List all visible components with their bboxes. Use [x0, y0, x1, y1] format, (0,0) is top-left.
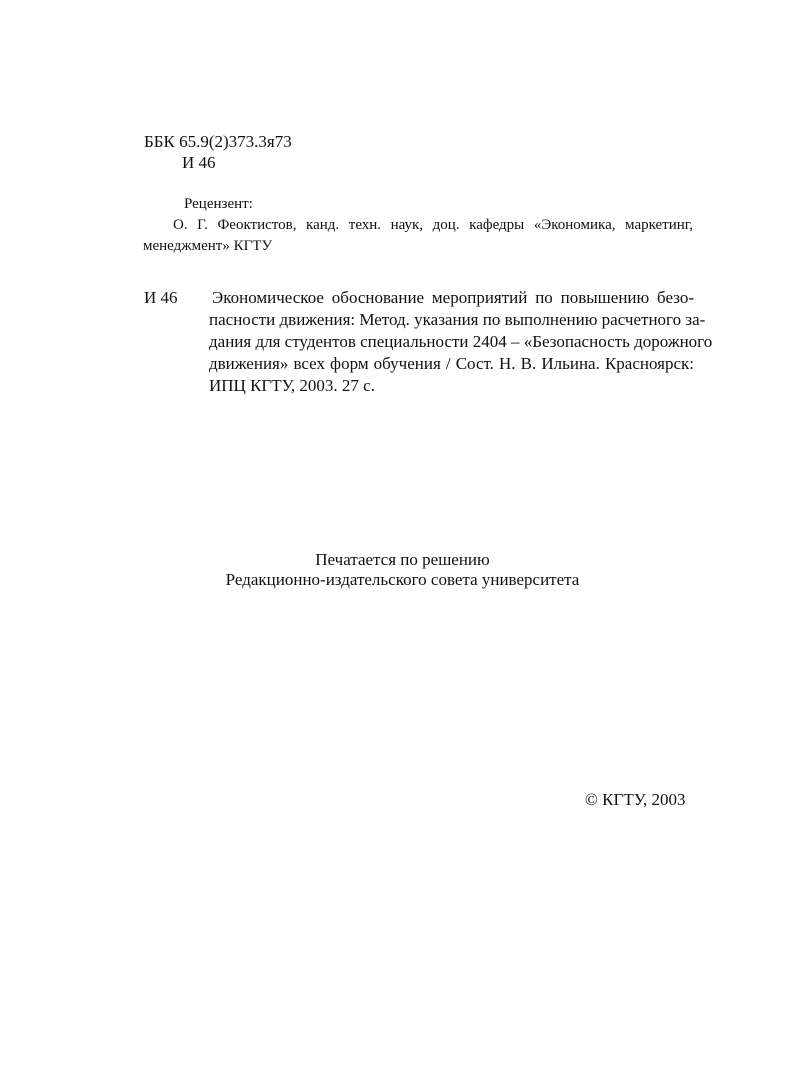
approval-note: Печатается по решению [315, 550, 490, 569]
reviewer-label: Рецензент: [184, 196, 253, 212]
author-mark: И 46 [182, 153, 216, 172]
approval-note: Редакционно-издательского совета университета [225, 570, 580, 589]
abstract-line: движения» всех форм обучения / Сост. Н. В. Ильина. Красноярск: [209, 354, 694, 373]
reviewer-line: менеджмент» КГТУ [143, 238, 273, 254]
copyright: © КГТУ, 2003 [585, 790, 686, 809]
abstract-line: дания для студентов специальности 2404 – «Безопасность дорожного [209, 332, 713, 351]
bbk-code: ББК 65.9(2)373.3я73 [144, 132, 292, 151]
abstract-line: Экономическое обоснование мероприятий по повышению безо- [212, 288, 694, 307]
abstract-line: пасности движения: Метод. указания по выполнению расчетного за- [209, 310, 706, 329]
abstract-line: ИПЦ КГТУ, 2003. 27 с. [209, 376, 375, 395]
abstract-author-mark: И 46 [144, 288, 178, 307]
reviewer-line: О. Г. Феоктистов, канд. техн. наук, доц. кафедры «Экономика, маркетинг, [173, 217, 693, 233]
